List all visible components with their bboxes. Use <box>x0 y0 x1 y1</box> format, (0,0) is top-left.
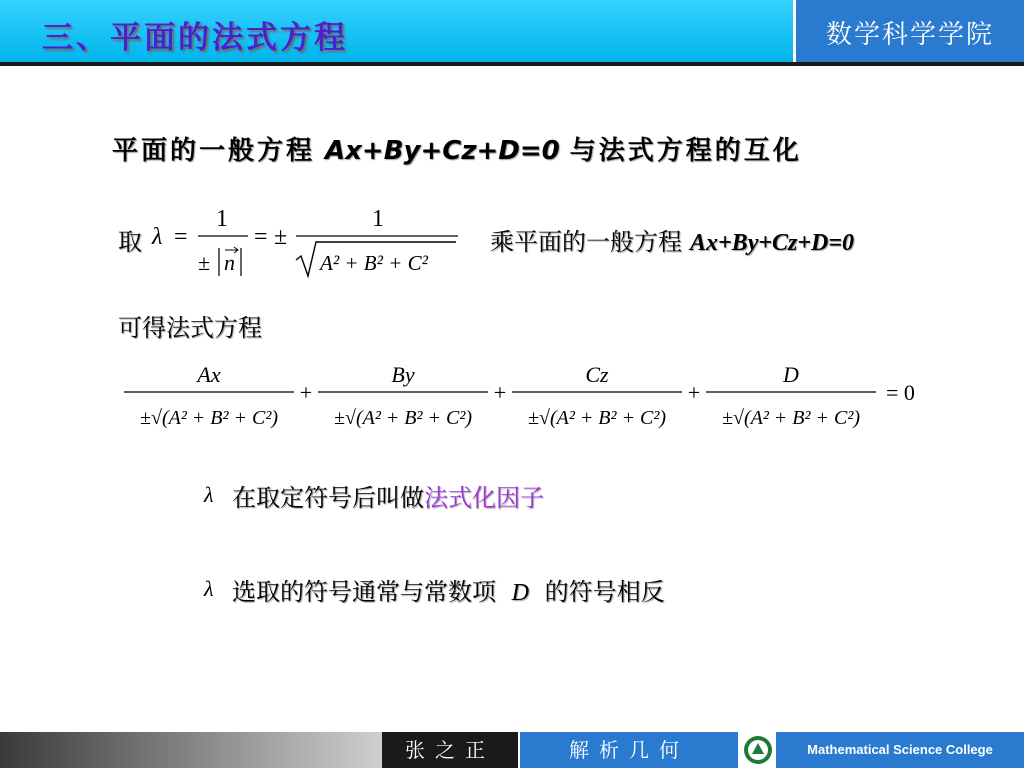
note2-text: 选取的符号通常与常数项 <box>232 578 496 606</box>
subtitle-suffix: 与法式方程的互化 <box>569 136 802 166</box>
normal-form-denominator: ±√(A² + B² + C²) <box>721 407 861 429</box>
subtitle-equation: Ax+By+Cz+D=0 <box>325 136 560 166</box>
note2-suffix: 的符号相反 <box>544 578 665 606</box>
fraction2-numerator: 1 <box>372 206 384 232</box>
header-college-box <box>796 0 1024 62</box>
normal-form-numerator: Cz <box>585 362 609 387</box>
fraction1-numerator: 1 <box>216 206 228 232</box>
normal-form-denominator: ±√(A² + B² + C²) <box>139 407 279 429</box>
normal-form-equation <box>124 358 924 438</box>
footer-author: 张之正 <box>382 732 518 768</box>
note1-lambda <box>202 480 222 510</box>
note-sign-choice <box>232 572 665 607</box>
normal-vector-n: n <box>224 250 235 275</box>
formula-lambda: λ <box>152 224 163 250</box>
multiply-label: 乘平面的一般方程 <box>490 228 682 256</box>
normal-form-plus: + <box>687 380 701 405</box>
normal-form-plus: + <box>493 380 507 405</box>
header-divider <box>0 62 1024 66</box>
footer-course: 解析几何 <box>520 732 738 768</box>
normal-form-numerator: Ax <box>197 362 221 387</box>
result-label: 可得法式方程 <box>118 314 262 342</box>
normal-form-numerator: By <box>391 362 415 387</box>
section-subtitle <box>112 130 802 167</box>
college-name: 数学科学学院 <box>825 20 994 50</box>
take-label: 取 <box>118 228 142 256</box>
multiply-instruction <box>490 222 854 257</box>
note1-text: 在取定符号后叫做 <box>232 484 424 512</box>
fraction1-pm: ± <box>198 250 211 275</box>
footer-gradient-bar <box>0 732 382 768</box>
lambda-formula <box>150 196 470 286</box>
note1-term: 法式化因子 <box>424 484 544 512</box>
normal-form-denominator: ±√(A² + B² + C²) <box>527 407 667 429</box>
normal-form-rhs: = 0 <box>886 380 915 405</box>
normal-form-denominator: ±√(A² + B² + C²) <box>333 407 473 429</box>
sqrt-radicand: A² + B² + C² <box>320 251 428 275</box>
normal-form-numerator: D <box>783 362 799 387</box>
multiply-equation: Ax+By+Cz+D=0 <box>690 230 855 256</box>
note2-constant-D: D <box>511 580 529 606</box>
header-title-bar <box>0 0 795 62</box>
subtitle-prefix: 平面的一般方程 <box>112 136 316 166</box>
college-logo-icon <box>742 734 774 766</box>
note2-lambda-symbol: λ <box>204 576 214 601</box>
formula-pm: ± <box>274 224 288 250</box>
footer-college-english: Mathematical Science College <box>776 732 1024 768</box>
note1-lambda-symbol: λ <box>204 482 214 507</box>
formula-equals-1: = <box>174 224 188 250</box>
note-normalizing-factor <box>232 478 544 513</box>
formula-equals-2: = <box>254 224 268 250</box>
normal-form-plus: + <box>299 380 313 405</box>
slide-header <box>0 0 1024 66</box>
note2-lambda <box>202 574 222 604</box>
slide-footer <box>0 732 1024 768</box>
slide-title: 三、平面的法式方程 <box>42 20 348 56</box>
